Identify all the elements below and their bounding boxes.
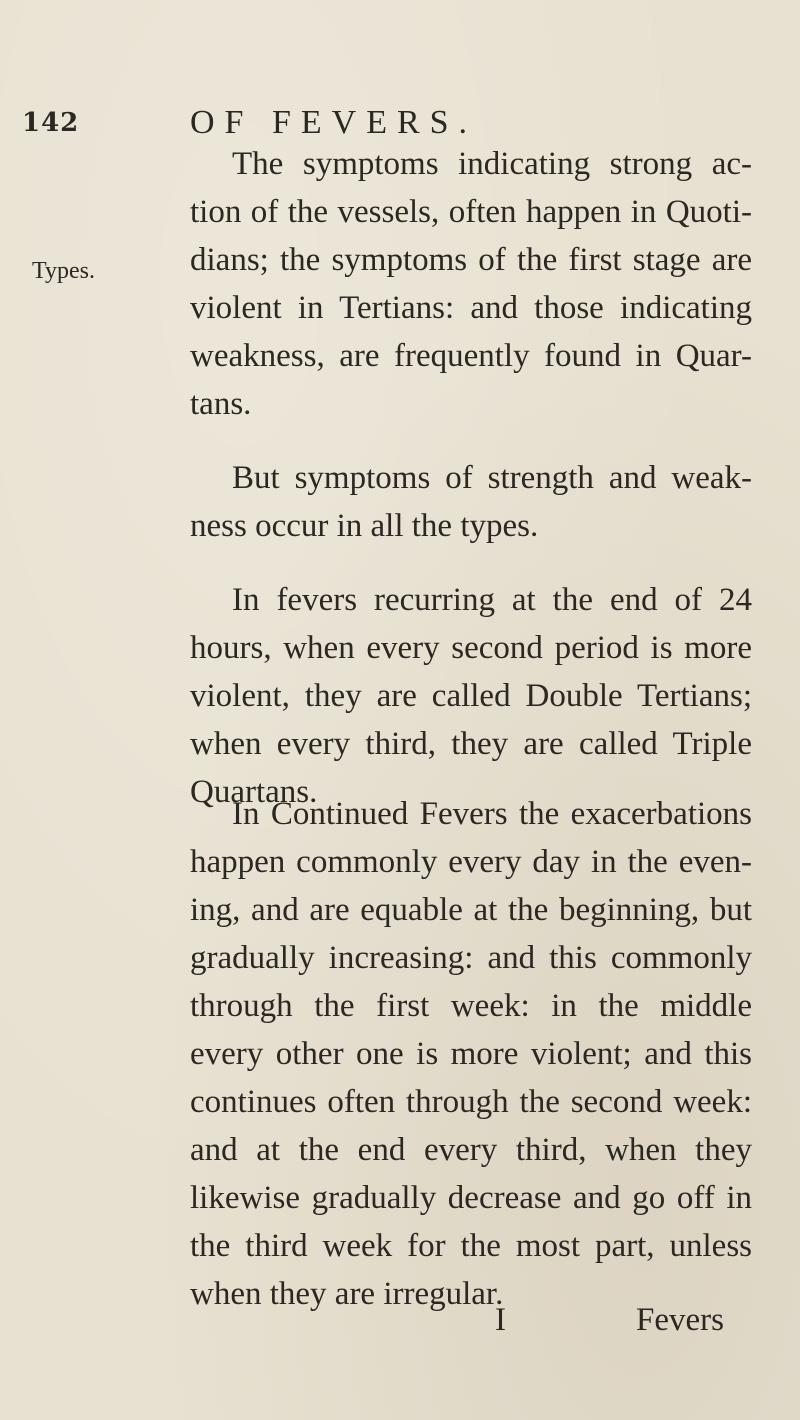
text-line: likewise gradually decrease and go off in [190,1180,752,1216]
catchword: Fevers [636,1302,724,1338]
text-line: when every third, they are called Triple [190,726,752,762]
signature-mark: I [495,1302,506,1338]
text-line: happen commonly every day in the even- [190,844,752,880]
paragraph-2 [190,454,752,550]
text-line: weakness, are frequently found in Quar- [190,338,752,374]
paragraph-1 [190,140,752,428]
text-line: through the first week: in the middle [190,988,752,1024]
paragraph-3 [190,576,752,816]
text-line: when they are irregular. [190,1276,504,1312]
text-line: every other one is more violent; and this [190,1036,752,1072]
text-line: hours, when every second period is more [190,630,752,666]
running-head: OF FEVERS. [190,104,478,141]
text-line: Quartans. [190,774,318,810]
text-line: continues often through the second week: [190,1084,752,1120]
paragraph-4 [190,790,752,1318]
text-line: dians; the symptoms of the first stage are [190,242,752,278]
text-line: In Continued Fevers the exacerbations [232,796,752,832]
text-line: and at the end every third, when they [190,1132,752,1168]
text-line: violent in Tertians: and those indicating [190,290,752,326]
text-line: In fevers recurring at the end of 24 [232,582,752,618]
text-line: ness occur in all the types. [190,508,539,544]
text-line: the third week for the most part, unless [190,1228,752,1264]
text-line: But symptoms of strength and weak- [232,460,752,496]
text-line: ing, and are equable at the beginning, but [190,892,752,928]
text-line: gradually increasing: and this commonly [190,940,752,976]
text-line: violent, they are called Double Tertians; [190,678,752,714]
text-line: tion of the vessels, often happen in Quoti- [190,194,752,230]
margin-note: Types. [32,258,95,284]
text-line: tans. [190,386,252,422]
text-line: The symptoms indicating strong ac- [232,146,752,182]
page-number: 142 [22,108,80,138]
